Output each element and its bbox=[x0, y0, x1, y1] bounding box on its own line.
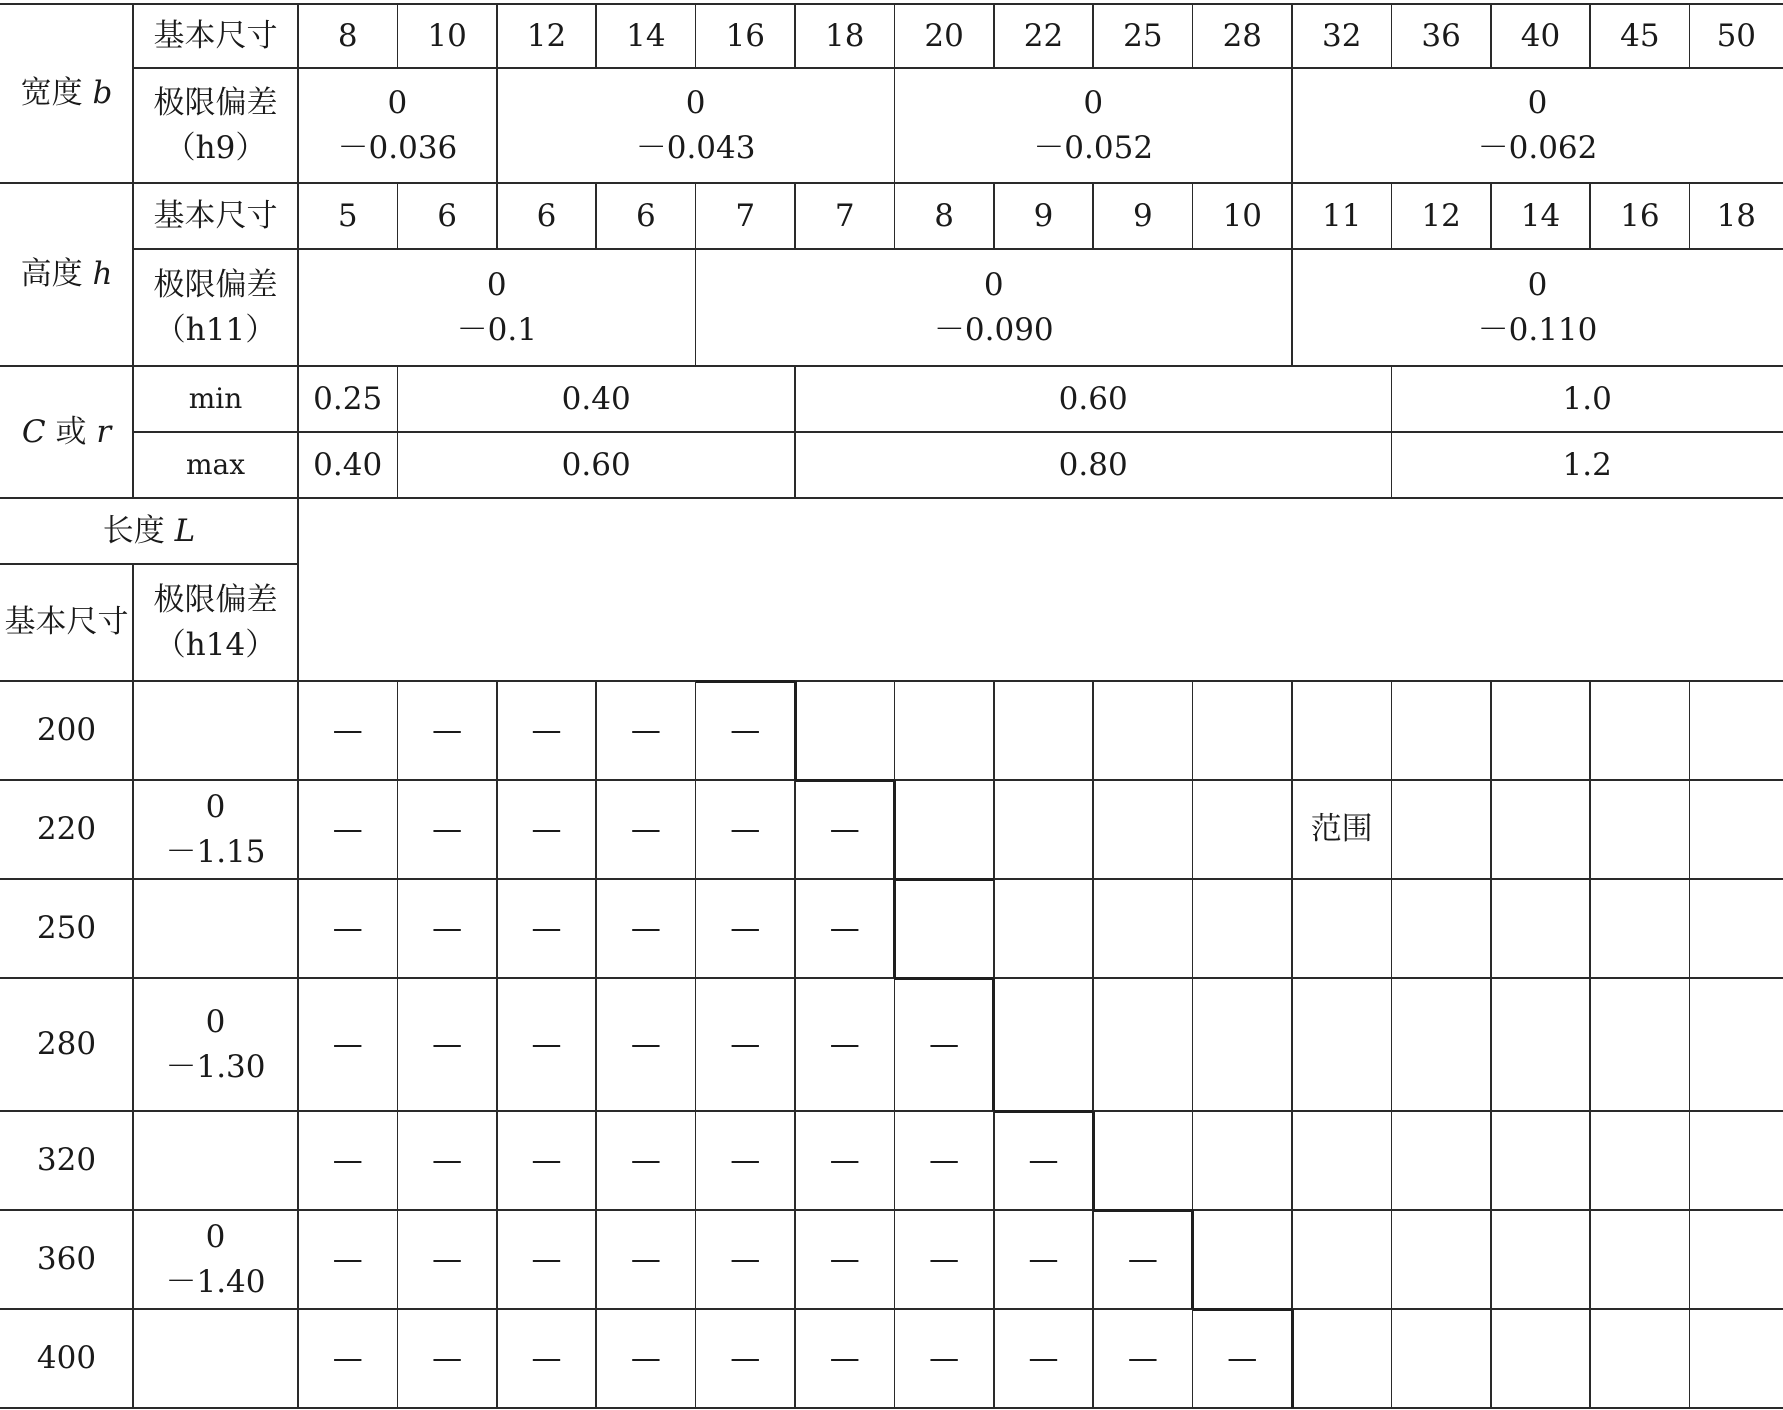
height-deviation-cell bbox=[298, 249, 696, 366]
chamfer-min-value: 0.40 bbox=[561, 380, 631, 417]
width-value: 32 bbox=[1321, 17, 1362, 54]
not-applicable-dash: — bbox=[531, 1340, 562, 1376]
not-applicable-dash: — bbox=[829, 1340, 860, 1376]
lower-deviation: －1.15 bbox=[165, 833, 266, 870]
height-deviation-label bbox=[133, 249, 298, 366]
not-applicable-dash: — bbox=[829, 1142, 860, 1178]
height-value: 6 bbox=[636, 197, 656, 234]
height-value: 7 bbox=[834, 197, 855, 234]
not-applicable-dash: — bbox=[829, 811, 860, 847]
lower-deviation: －0.036 bbox=[337, 129, 458, 166]
dash-cell bbox=[497, 681, 596, 780]
lower-deviation: －1.40 bbox=[165, 1263, 266, 1300]
dash-cell bbox=[994, 1111, 1093, 1210]
upper-deviation: 0 bbox=[387, 84, 408, 121]
not-applicable-dash: — bbox=[730, 1340, 761, 1376]
not-applicable-dash: — bbox=[332, 712, 363, 748]
dash-cell bbox=[397, 681, 496, 780]
range-boundary-line bbox=[992, 978, 995, 1111]
width-value-cell bbox=[696, 4, 795, 68]
dash-cell bbox=[397, 1309, 496, 1408]
upper-deviation: 0 bbox=[205, 788, 226, 825]
width-value: 25 bbox=[1123, 17, 1163, 54]
not-applicable-dash: — bbox=[929, 1026, 960, 1062]
length-size-cell bbox=[0, 681, 133, 780]
not-applicable-dash: — bbox=[630, 1142, 661, 1178]
not-applicable-dash: — bbox=[432, 712, 463, 748]
height-value: 14 bbox=[1520, 197, 1561, 234]
grid-line bbox=[1689, 681, 1691, 1408]
length-label bbox=[0, 498, 298, 564]
width-value-cell bbox=[1491, 4, 1590, 68]
dash-cell bbox=[795, 879, 894, 978]
length-size-value: 280 bbox=[36, 1026, 97, 1063]
dash-cell bbox=[298, 1111, 397, 1210]
width-deviation-cell bbox=[894, 68, 1292, 183]
height-value-cell bbox=[1292, 183, 1391, 249]
width-value-cell bbox=[298, 4, 397, 68]
lower-deviation: －0.062 bbox=[1477, 129, 1598, 166]
length-size-value: 360 bbox=[36, 1241, 97, 1278]
length-size-cell bbox=[0, 780, 133, 879]
height-value: 10 bbox=[1222, 197, 1263, 234]
width-value-cell bbox=[894, 4, 993, 68]
dash-cell bbox=[298, 1210, 397, 1309]
height-value: 12 bbox=[1421, 197, 1461, 234]
height-variable: h bbox=[92, 256, 113, 293]
tolerance-class-h9: （h9） bbox=[164, 129, 267, 166]
width-value-cell bbox=[795, 4, 894, 68]
chamfer-variable-c: C bbox=[21, 413, 46, 450]
chamfer-min-cell bbox=[397, 366, 795, 432]
dash-cell bbox=[696, 879, 795, 978]
dash-cell bbox=[596, 780, 695, 879]
height-label-word: 高度 bbox=[20, 256, 83, 293]
not-applicable-dash: — bbox=[829, 1026, 860, 1062]
not-applicable-dash: — bbox=[630, 1026, 661, 1062]
dash-cell bbox=[596, 978, 695, 1111]
dash-cell bbox=[596, 879, 695, 978]
dash-cell bbox=[894, 978, 993, 1111]
not-applicable-dash: — bbox=[1028, 1142, 1059, 1178]
not-applicable-dash: — bbox=[730, 910, 761, 946]
limit-deviation-text: 极限偏差 bbox=[153, 581, 278, 618]
dash-cell bbox=[298, 681, 397, 780]
chamfer-max-value: 1.2 bbox=[1562, 446, 1612, 483]
not-applicable-dash: — bbox=[432, 910, 463, 946]
dash-cell bbox=[994, 1210, 1093, 1309]
length-label-text bbox=[103, 509, 195, 554]
chamfer-min-cell bbox=[298, 366, 397, 432]
length-size-value: 200 bbox=[36, 712, 97, 749]
not-applicable-dash: — bbox=[332, 1142, 363, 1178]
upper-deviation: 0 bbox=[486, 266, 507, 303]
dash-cell bbox=[1193, 1309, 1292, 1408]
dash-cell bbox=[497, 879, 596, 978]
chamfer-min-value: 0.25 bbox=[313, 380, 383, 417]
width-value: 20 bbox=[924, 17, 964, 54]
chamfer-min-cell bbox=[795, 366, 1391, 432]
width-value-cell bbox=[1193, 4, 1292, 68]
dash-cell bbox=[596, 1210, 695, 1309]
dash-cell bbox=[696, 1111, 795, 1210]
not-applicable-dash: — bbox=[730, 1241, 761, 1277]
upper-deviation: 0 bbox=[1527, 84, 1548, 121]
length-size-value: 250 bbox=[36, 910, 97, 947]
height-value-cell bbox=[894, 183, 993, 249]
lower-deviation: －0.052 bbox=[1033, 129, 1154, 166]
dash-cell bbox=[397, 879, 496, 978]
height-value-cell bbox=[1491, 183, 1590, 249]
chamfer-min-value: 0.60 bbox=[1058, 380, 1128, 417]
not-applicable-dash: — bbox=[432, 1340, 463, 1376]
upper-deviation: 0 bbox=[983, 266, 1004, 303]
dash-cell bbox=[497, 978, 596, 1111]
dash-cell bbox=[795, 1210, 894, 1309]
length-deviation-label bbox=[133, 564, 298, 681]
dash-cell bbox=[298, 1309, 397, 1408]
dash-cell bbox=[795, 780, 894, 879]
not-applicable-dash: — bbox=[1227, 1340, 1258, 1376]
length-size-value: 400 bbox=[36, 1340, 97, 1377]
limit-deviation-text: 极限偏差 bbox=[153, 84, 278, 121]
range-boundary-line bbox=[994, 1110, 1093, 1113]
chamfer-variable-r: r bbox=[96, 413, 112, 450]
dash-cell bbox=[497, 780, 596, 879]
range-boundary-line bbox=[696, 680, 795, 683]
length-deviation-cell bbox=[133, 978, 298, 1111]
not-applicable-dash: — bbox=[630, 910, 661, 946]
not-applicable-dash: — bbox=[432, 811, 463, 847]
height-value-cell bbox=[1193, 183, 1292, 249]
range-boundary-line bbox=[1093, 1209, 1192, 1212]
width-value-cell bbox=[994, 4, 1093, 68]
basic-size-text: 基本尺寸 bbox=[153, 197, 278, 234]
length-size-cell bbox=[0, 1309, 133, 1408]
height-value-cell bbox=[397, 183, 496, 249]
chamfer-max-value: 0.80 bbox=[1058, 446, 1128, 483]
dash-cell bbox=[994, 1309, 1093, 1408]
not-applicable-dash: — bbox=[531, 1026, 562, 1062]
length-basic-size-label bbox=[0, 564, 133, 681]
chamfer-max-cell bbox=[397, 432, 795, 498]
not-applicable-dash: — bbox=[1028, 1241, 1059, 1277]
chamfer-max-value: 0.60 bbox=[561, 446, 631, 483]
length-size-cell bbox=[0, 1111, 133, 1210]
width-value: 12 bbox=[526, 17, 567, 54]
upper-deviation: 0 bbox=[1527, 266, 1548, 303]
width-value-cell bbox=[397, 4, 496, 68]
not-applicable-dash: — bbox=[432, 1026, 463, 1062]
dash-cell bbox=[696, 1210, 795, 1309]
chamfer-max-label bbox=[133, 432, 298, 498]
grid-line bbox=[1490, 681, 1492, 1408]
width-value-cell bbox=[1391, 4, 1490, 68]
chamfer-min-label bbox=[133, 366, 298, 432]
range-boundary-line bbox=[1193, 1308, 1292, 1311]
not-applicable-dash: — bbox=[929, 1142, 960, 1178]
not-applicable-dash: — bbox=[630, 1340, 661, 1376]
height-value-cell bbox=[795, 183, 894, 249]
not-applicable-dash: — bbox=[531, 910, 562, 946]
width-deviation-cell bbox=[298, 68, 497, 183]
width-value-cell bbox=[1292, 4, 1391, 68]
chamfer-max-value: 0.40 bbox=[313, 446, 383, 483]
lower-deviation: －0.1 bbox=[456, 311, 537, 348]
width-value: 50 bbox=[1716, 17, 1757, 54]
width-value: 14 bbox=[626, 17, 666, 54]
width-value-cell bbox=[1590, 4, 1689, 68]
upper-deviation: 0 bbox=[205, 1003, 226, 1040]
not-applicable-dash: — bbox=[630, 811, 661, 847]
lower-deviation: －0.043 bbox=[635, 129, 756, 166]
grid-line bbox=[1589, 681, 1591, 1408]
length-size-cell bbox=[0, 978, 133, 1111]
width-value: 8 bbox=[337, 17, 358, 54]
width-value-cell bbox=[596, 4, 695, 68]
not-applicable-dash: — bbox=[531, 712, 562, 748]
height-value-cell bbox=[1093, 183, 1192, 249]
width-deviation-label bbox=[133, 68, 298, 183]
lower-deviation: －1.30 bbox=[165, 1048, 266, 1085]
height-value-cell bbox=[1590, 183, 1689, 249]
width-value: 16 bbox=[725, 17, 766, 54]
height-value: 6 bbox=[536, 197, 557, 234]
width-value: 45 bbox=[1620, 17, 1660, 54]
not-applicable-dash: — bbox=[630, 712, 661, 748]
chamfer-label-text bbox=[22, 410, 111, 455]
not-applicable-dash: — bbox=[432, 1241, 463, 1277]
height-value: 9 bbox=[1133, 197, 1153, 234]
width-label-text bbox=[21, 71, 113, 116]
dash-cell bbox=[298, 879, 397, 978]
upper-deviation: 0 bbox=[205, 1218, 226, 1255]
not-applicable-dash: — bbox=[332, 1340, 363, 1376]
height-value-cell bbox=[497, 183, 596, 249]
chamfer-max-cell bbox=[795, 432, 1391, 498]
width-variable: b bbox=[92, 75, 113, 112]
width-deviation-cell bbox=[1292, 68, 1783, 183]
min-text: min bbox=[188, 381, 243, 415]
range-boundary-line bbox=[794, 681, 797, 780]
height-value-cell bbox=[1391, 183, 1490, 249]
height-value: 9 bbox=[1033, 197, 1054, 234]
dash-cell bbox=[696, 681, 795, 780]
height-value: 11 bbox=[1321, 197, 1362, 234]
dash-cell bbox=[894, 1210, 993, 1309]
dash-cell bbox=[795, 1309, 894, 1408]
not-applicable-dash: — bbox=[1127, 1340, 1158, 1376]
dash-cell bbox=[696, 978, 795, 1111]
width-value: 40 bbox=[1520, 17, 1561, 54]
not-applicable-dash: — bbox=[432, 1142, 463, 1178]
chamfer-max-cell bbox=[1391, 432, 1783, 498]
height-value: 8 bbox=[934, 197, 954, 234]
width-value: 22 bbox=[1023, 17, 1064, 54]
not-applicable-dash: — bbox=[531, 1241, 562, 1277]
tolerance-class-h14: （h14） bbox=[154, 626, 277, 663]
dash-cell bbox=[596, 1309, 695, 1408]
not-applicable-dash: — bbox=[730, 1142, 761, 1178]
chamfer-max-cell bbox=[298, 432, 397, 498]
range-boundary-line bbox=[894, 878, 993, 881]
not-applicable-dash: — bbox=[332, 910, 363, 946]
dash-cell bbox=[1093, 1309, 1192, 1408]
basic-size-text: 基本尺寸 bbox=[153, 17, 278, 54]
height-value-cell bbox=[696, 183, 795, 249]
max-text: max bbox=[185, 447, 246, 481]
width-label bbox=[0, 4, 133, 183]
range-text: 范围 bbox=[1310, 811, 1373, 848]
length-label-word: 长度 bbox=[102, 512, 165, 549]
length-size-value: 220 bbox=[36, 811, 97, 848]
chamfer-or-word: 或 bbox=[55, 413, 87, 450]
length-variable: L bbox=[174, 512, 196, 549]
dash-cell bbox=[1093, 1210, 1192, 1309]
not-applicable-dash: — bbox=[332, 1026, 363, 1062]
height-value: 16 bbox=[1620, 197, 1660, 234]
height-label-text bbox=[21, 252, 113, 297]
not-applicable-dash: — bbox=[1028, 1340, 1059, 1376]
range-label bbox=[1292, 780, 1391, 879]
not-applicable-dash: — bbox=[929, 1340, 960, 1376]
range-boundary-line bbox=[1191, 1210, 1194, 1309]
range-boundary-line bbox=[1291, 1309, 1294, 1408]
dash-cell bbox=[795, 978, 894, 1111]
dash-cell bbox=[497, 1210, 596, 1309]
not-applicable-dash: — bbox=[630, 1241, 661, 1277]
tolerance-class-h11: （h11） bbox=[154, 311, 277, 348]
not-applicable-dash: — bbox=[332, 1241, 363, 1277]
height-value-cell bbox=[994, 183, 1093, 249]
height-value: 5 bbox=[337, 197, 358, 234]
dash-cell bbox=[397, 780, 496, 879]
not-applicable-dash: — bbox=[929, 1241, 960, 1277]
not-applicable-dash: — bbox=[829, 1241, 860, 1277]
not-applicable-dash: — bbox=[1127, 1241, 1158, 1277]
height-value-cell bbox=[596, 183, 695, 249]
lower-deviation: －0.110 bbox=[1477, 311, 1598, 348]
dash-cell bbox=[397, 1111, 496, 1210]
height-value: 7 bbox=[735, 197, 756, 234]
upper-deviation: 0 bbox=[685, 84, 706, 121]
length-size-value: 320 bbox=[36, 1142, 97, 1179]
lower-deviation: －0.090 bbox=[933, 311, 1054, 348]
height-basic-size-label bbox=[133, 183, 298, 249]
dash-cell bbox=[298, 780, 397, 879]
range-boundary-line bbox=[1092, 1111, 1095, 1210]
range-boundary-line bbox=[893, 780, 896, 879]
length-deviation-cell bbox=[133, 681, 298, 978]
width-label-word: 宽度 bbox=[20, 75, 83, 112]
chamfer-min-cell bbox=[1391, 366, 1783, 432]
height-value: 6 bbox=[437, 197, 457, 234]
dash-cell bbox=[298, 978, 397, 1111]
height-deviation-cell bbox=[696, 249, 1292, 366]
width-value-cell bbox=[1690, 4, 1783, 68]
not-applicable-dash: — bbox=[531, 811, 562, 847]
width-basic-size-label bbox=[133, 4, 298, 68]
dash-cell bbox=[596, 1111, 695, 1210]
not-applicable-dash: — bbox=[730, 1026, 761, 1062]
height-value-cell bbox=[1690, 183, 1783, 249]
dash-cell bbox=[696, 1309, 795, 1408]
dash-cell bbox=[497, 1111, 596, 1210]
not-applicable-dash: — bbox=[730, 811, 761, 847]
width-value-cell bbox=[1093, 4, 1192, 68]
dash-cell bbox=[795, 1111, 894, 1210]
limit-deviation-text: 极限偏差 bbox=[153, 266, 278, 303]
basic-size-text: 基本尺寸 bbox=[4, 604, 129, 641]
dash-cell bbox=[596, 681, 695, 780]
dash-cell bbox=[894, 1111, 993, 1210]
upper-deviation: 0 bbox=[1083, 84, 1104, 121]
dash-cell bbox=[397, 1210, 496, 1309]
not-applicable-dash: — bbox=[829, 910, 860, 946]
dash-cell bbox=[397, 978, 496, 1111]
width-value-cell bbox=[497, 4, 596, 68]
range-boundary-line bbox=[795, 779, 894, 782]
dash-cell bbox=[696, 780, 795, 879]
width-value: 18 bbox=[824, 17, 865, 54]
not-applicable-dash: — bbox=[531, 1142, 562, 1178]
height-deviation-cell bbox=[1292, 249, 1783, 366]
width-deviation-cell bbox=[497, 68, 895, 183]
not-applicable-dash: — bbox=[332, 811, 363, 847]
height-value-cell bbox=[298, 183, 397, 249]
dash-cell bbox=[497, 1309, 596, 1408]
length-deviation-cell bbox=[133, 1111, 298, 1408]
length-size-cell bbox=[0, 1210, 133, 1309]
height-label bbox=[0, 183, 133, 366]
width-value: 10 bbox=[427, 17, 467, 54]
dash-cell bbox=[894, 1309, 993, 1408]
chamfer-label bbox=[0, 366, 133, 498]
range-boundary-line bbox=[893, 879, 896, 978]
width-value: 36 bbox=[1421, 17, 1461, 54]
length-size-cell bbox=[0, 879, 133, 978]
height-value: 18 bbox=[1716, 197, 1757, 234]
chamfer-min-value: 1.0 bbox=[1562, 380, 1612, 417]
width-value: 28 bbox=[1222, 17, 1263, 54]
not-applicable-dash: — bbox=[730, 712, 761, 748]
range-boundary-line bbox=[894, 977, 993, 980]
